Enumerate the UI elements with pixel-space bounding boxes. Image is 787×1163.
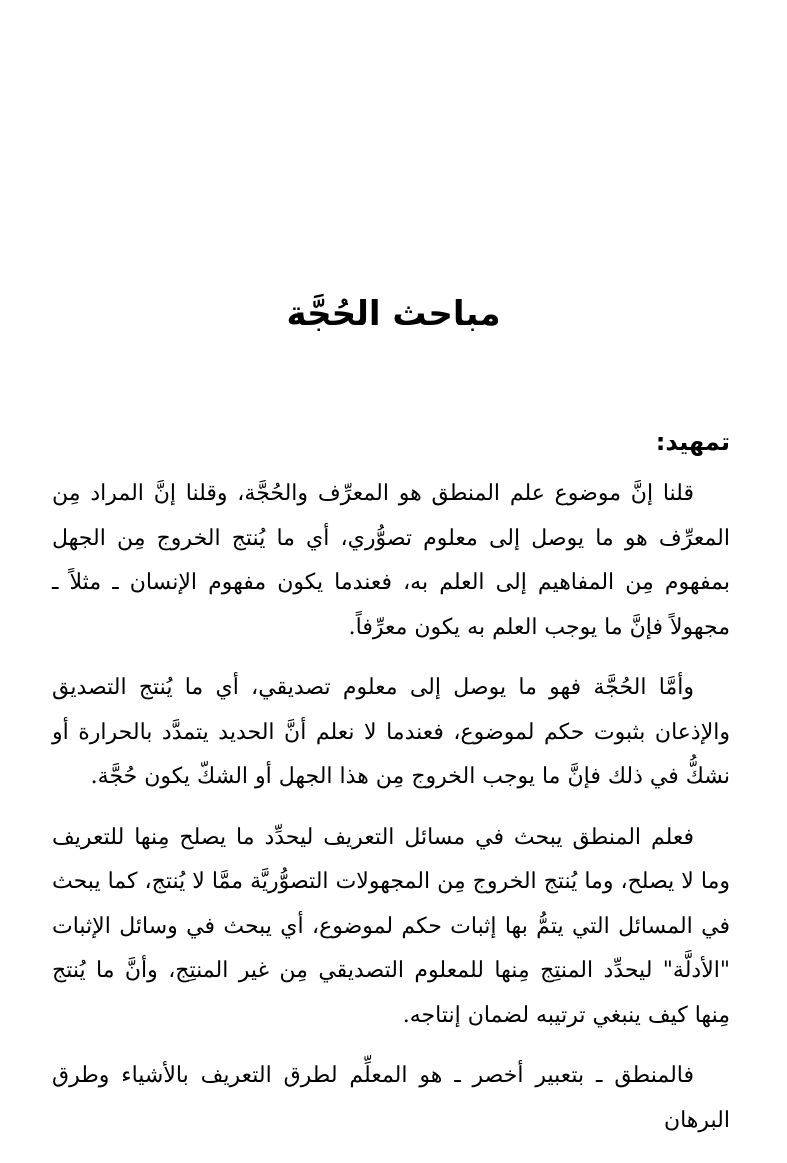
paragraph-2: وأمَّا الحُجَّة فهو ما يوصل إلى معلوم تصديقي، أي ما يُنتج التصديق والإذعان بثبوت حكم لموضوع، فعندما لا نعلم أنَّ الحديد يتمدَّد بالحرارة أو نشكُّ في ذلك فإنَّ ما يوجب الخروج مِن هذا الجهل أو الشكّ يكون حُجَّة. [52, 675, 730, 789]
paragraph-3: فعلم المنطق يبحث في مسائل التعريف ليحدِّد ما يصلح مِنها للتعريف وما لا يصلح، وما يُنتج الخروج مِن المجهولات التصوُّريَّة ممَّا لا يُنتج، كما يبحث في المسائل التي يتمُّ بها إثبات حكم لموضوع، أي يبحث في وسائل الإثبات "الأدلَّة" ليحدِّد المنتِج مِنها للمعلوم التصديقي مِن غير المنتِج، وأنَّ ما يُنتج مِنها كيف ينبغي ترتيبه لضمان إنتاجه. [52, 824, 730, 1028]
paragraph-1: قلنا إنَّ موضوع علم المنطق هو المعرِّف والحُجَّة، وقلنا إنَّ المراد مِن المعرِّف هو ما يوصل إلى معلوم تصوُّري، أي ما يُنتج الخروج مِن الجهل بمفهوم مِن المفاهيم إلى العلم به، فعندما يكون مفهوم الإنسان ـ مثلاً ـ مجهولاً فإنَّ ما يوجب العلم به يكون معرِّفاً. [52, 481, 730, 640]
section-heading: تمهيد: [655, 428, 730, 456]
page-title: مباحث الحُجَّة [286, 294, 501, 334]
body-text [52, 420, 730, 1159]
paragraph-4: فالمنطق ـ بتعبير أخصر ـ هو المعلِّم لطرق التعريف بالأشياء وطرق البرهان [52, 1063, 730, 1133]
